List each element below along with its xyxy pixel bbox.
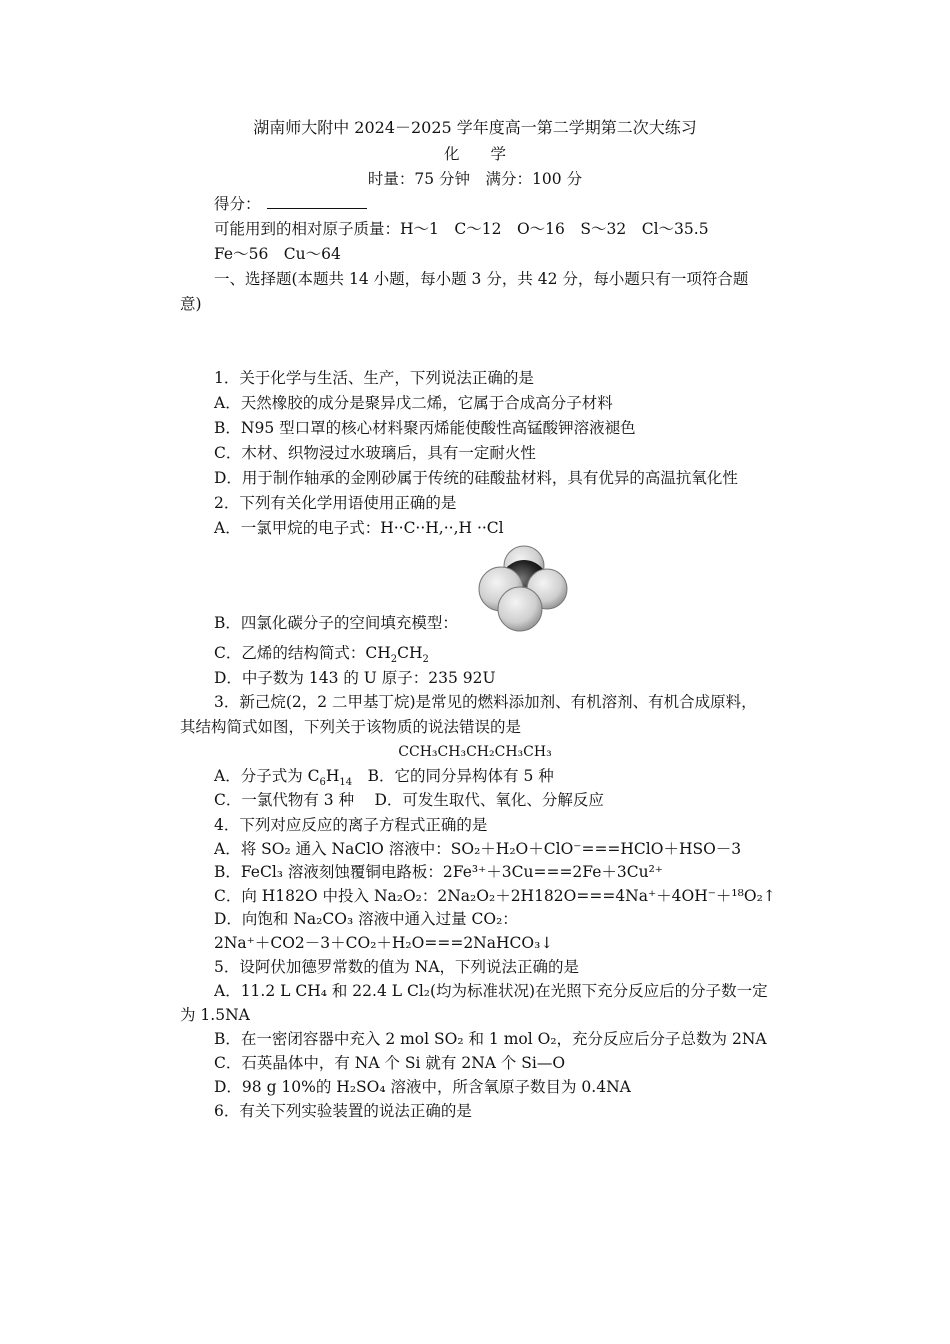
q3-stem-line1: 3．新己烷(2，2 二甲基丁烷)是常见的燃料添加剂、有机溶剂、有机合成原料， (214, 693, 757, 711)
q3-ab-text: B．它的同分异构体有 5 种 (352, 767, 554, 785)
q2-c-sub: 2 (422, 654, 429, 666)
section1-title-line1: 一、选择题(本题共 14 小题，每小题 3 分，共 42 分，每小题只有一项符合题 (214, 270, 749, 288)
q3-ab-text: A．分子式为 C (214, 767, 320, 785)
q3-ab-sub: 6 (319, 777, 326, 789)
ccl4-space-filling-model-image (478, 544, 570, 636)
subject-title: 化 学 (443, 145, 506, 163)
q4-option-b: B．FeCl₃ 溶液刻蚀覆铜电路板：2Fe³⁺＋3Cu===2Fe＋3Cu²⁺ (214, 863, 663, 881)
time-info: 时量：75 分钟 满分：100 分 (367, 170, 583, 188)
q3-structure-formula: CCH₃CH₃CH₂CH₃CH₃ (398, 744, 552, 760)
section1-title-line2: 意) (180, 295, 202, 313)
q2-stem: 2．下列有关化学用语使用正确的是 (214, 494, 457, 512)
q1-option-a: A．天然橡胶的成分是聚异戊二烯，它属于合成高分子材料 (214, 394, 613, 412)
q5-option-d: D．98 g 10%的 H₂SO₄ 溶液中，所含氧原子数目为 0.4NA (214, 1078, 631, 1096)
q4-option-d-line1: D．向饱和 Na₂CO₃ 溶液中通入过量 CO₂： (214, 910, 518, 928)
q5-option-b: B．在一密闭容器中充入 2 mol SO₂ 和 1 mol O₂，充分反应后分子总数为 2NA (214, 1030, 767, 1048)
exam-title: 湖南师大附中 2024－2025 学年度高一第二学期第二次大练习 (253, 118, 697, 137)
q1-option-d: D．用于制作轴承的金刚砂属于传统的硅酸盐材料，具有优异的高温抗氧化性 (214, 469, 738, 487)
q3-options-ab (214, 766, 554, 789)
q1-option-b: B．N95 型口罩的核心材料聚丙烯能使酸性高锰酸钾溶液褪色 (214, 419, 636, 437)
q5-stem: 5．设阿伏加德罗常数的值为 NA，下列说法正确的是 (214, 958, 580, 976)
q2-option-a: A．一氯甲烷的电子式：H··C··H,··,H ··Cl (214, 519, 504, 537)
q4-option-d-line2: 2Na⁺＋CO2－3＋CO₂＋H₂O===2NaHCO₃↓ (214, 934, 554, 952)
score-label: 得分： (214, 195, 261, 213)
q3-ab-sub: 14 (339, 777, 353, 789)
q2-c-text: CH (397, 644, 423, 662)
score-blank (267, 194, 367, 209)
q3-stem-line2: 其结构简式如图，下列关于该物质的说法错误的是 (180, 718, 522, 736)
q2-option-c (214, 643, 429, 666)
q2-c-text: C．乙烯的结构简式：CH (214, 644, 391, 662)
score-field (214, 194, 367, 214)
q4-stem: 4．下列对应反应的离子方程式正确的是 (214, 816, 488, 834)
q2-option-b: B．四氯化碳分子的空间填充模型： (214, 614, 458, 632)
atomic-mass-line1: 可能用到的相对原子质量：H～1 C～12 O～16 S～32 Cl～35.5 (214, 220, 709, 238)
q1-stem: 1．关于化学与生活、生产，下列说法正确的是 (214, 369, 534, 387)
atomic-mass-line2: Fe～56 Cu～64 (214, 245, 341, 263)
q3-ab-text: H (325, 767, 340, 785)
q5-option-a-line1: A．11.2 L CH₄ 和 22.4 L Cl₂(均为标准状况)在光照下充分反应后的分子数一定 (214, 982, 768, 1000)
q2-c-sub: 2 (390, 654, 398, 666)
q3-options-cd: C．一氯代物有 3 种 D．可发生取代、氧化、分解反应 (214, 791, 604, 809)
q4-option-a: A．将 SO₂ 通入 NaClO 溶液中：SO₂＋H₂O＋ClO⁻===HClO＋HSO－3 (214, 840, 742, 858)
q4-option-c: C．向 H182O 中投入 Na₂O₂：2Na₂O₂＋2H182O===4Na⁺＋4OH⁻＋¹⁸O₂↑ (214, 887, 776, 905)
q6-stem: 6．有关下列实验装置的说法正确的是 (214, 1102, 472, 1120)
q2-option-d: D．中子数为 143 的 U 原子：235 92U (214, 669, 496, 687)
q1-option-c: C．木材、织物浸过水玻璃后，具有一定耐火性 (214, 444, 536, 462)
q5-option-a-line2: 为 1.5NA (180, 1006, 250, 1024)
q5-option-c: C．石英晶体中，有 NA 个 Si 就有 2NA 个 Si—O (214, 1054, 566, 1072)
